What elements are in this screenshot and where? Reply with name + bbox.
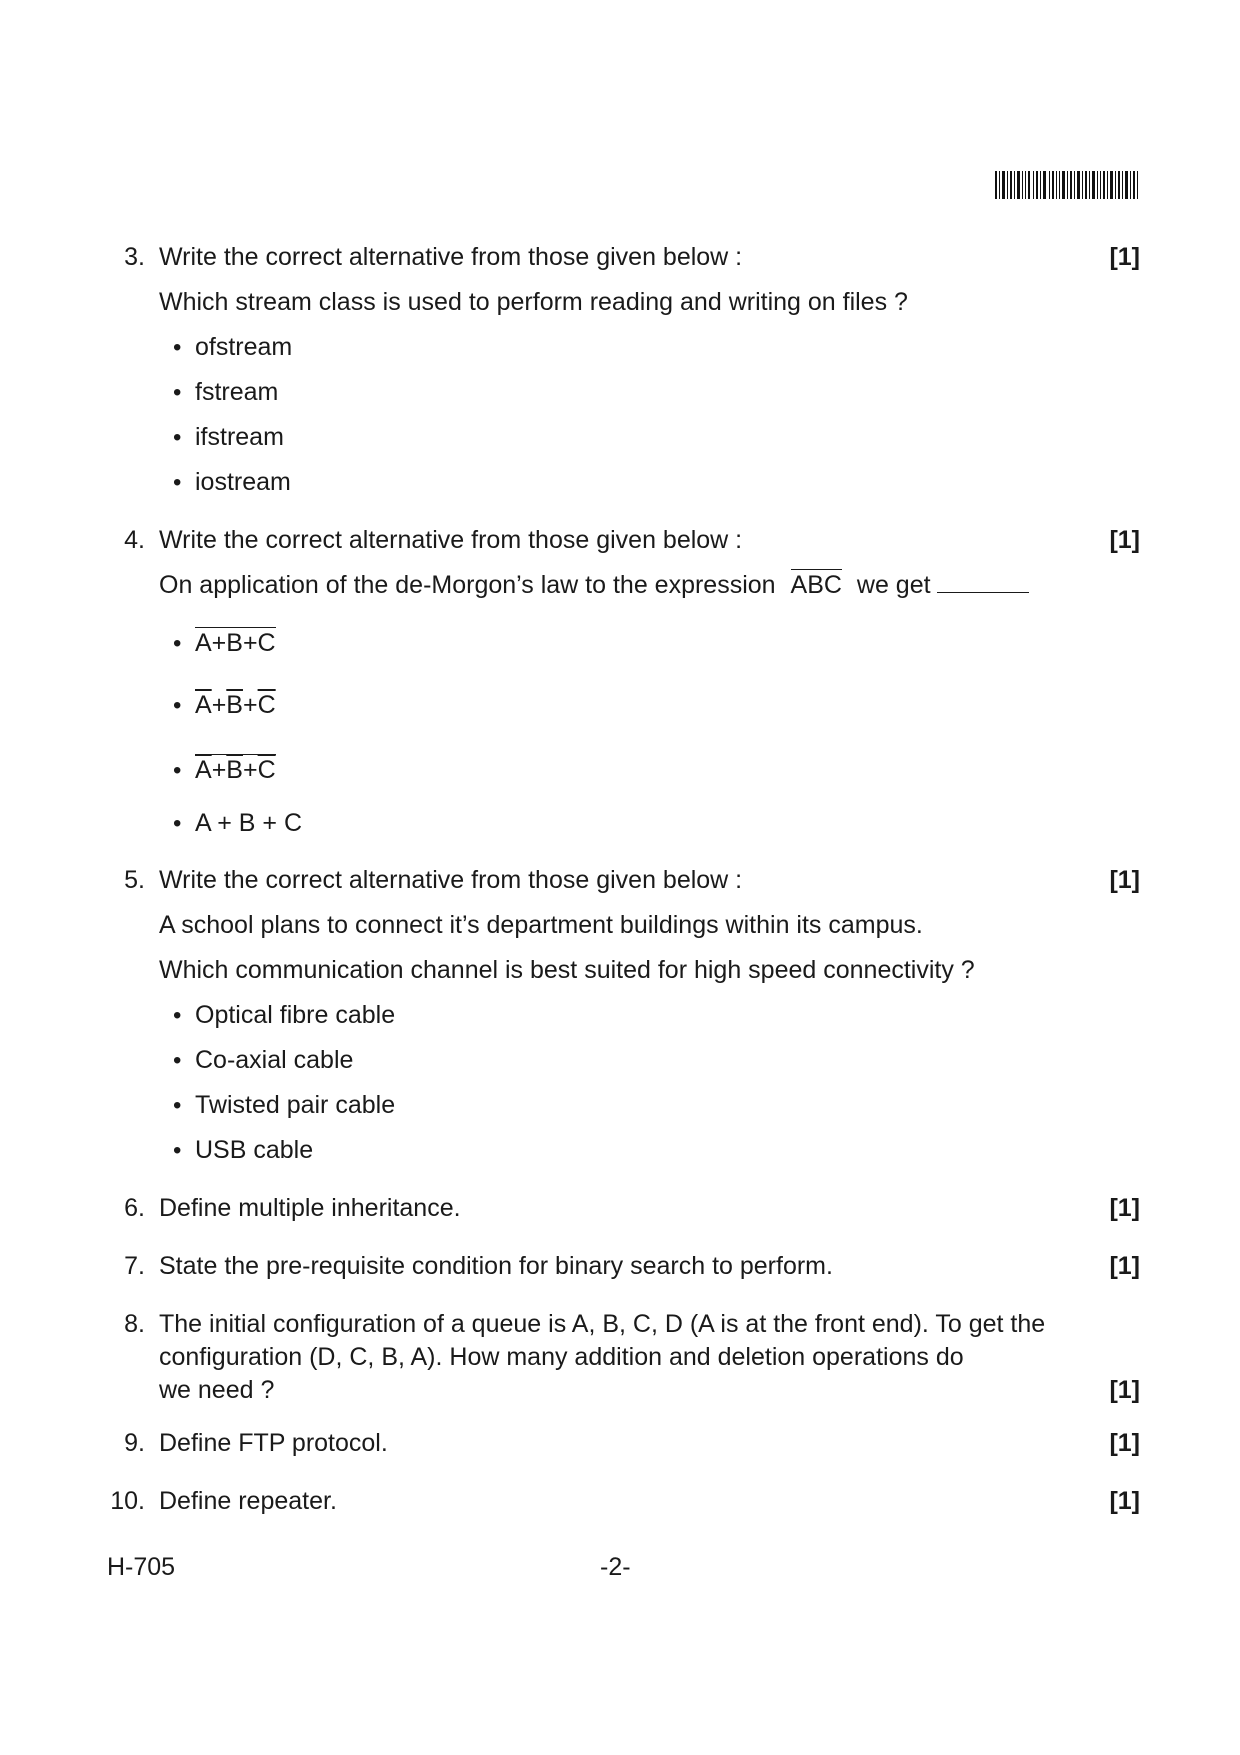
question-number: 4. bbox=[124, 526, 145, 554]
question-4 bbox=[100, 524, 1140, 844]
question-stem: Define FTP protocol. bbox=[159, 1429, 388, 1457]
marks-label: [1] bbox=[1109, 1194, 1140, 1222]
option-item: • ofstream bbox=[173, 333, 293, 361]
paper-code: H-705 bbox=[107, 1553, 176, 1581]
question-5 bbox=[100, 864, 1140, 1174]
question-8 bbox=[100, 1308, 1140, 1408]
question-number: 6. bbox=[124, 1194, 145, 1222]
option-item: • A + B + C bbox=[173, 809, 303, 837]
question-number: 7. bbox=[124, 1252, 145, 1280]
question-number: 5. bbox=[124, 866, 145, 894]
question-3 bbox=[100, 241, 1140, 506]
marks-label: [1] bbox=[1109, 1487, 1140, 1515]
question-7 bbox=[100, 1250, 1140, 1285]
question-number: 9. bbox=[124, 1429, 145, 1457]
option-item: • fstream bbox=[173, 378, 279, 406]
option-item: • Co-axial cable bbox=[173, 1046, 354, 1074]
page-number: -2- bbox=[600, 1553, 631, 1581]
marks-label: [1] bbox=[1109, 243, 1140, 271]
question-10 bbox=[100, 1485, 1140, 1520]
option-item: • USB cable bbox=[173, 1136, 314, 1164]
expression-abc-bar: ABC bbox=[790, 571, 842, 599]
question-9 bbox=[100, 1427, 1140, 1462]
question-number: 8. bbox=[124, 1310, 145, 1338]
question-text: Which communication channel is best suited for high speed connectivity ? bbox=[159, 956, 975, 984]
option-item: • A+B+C bbox=[173, 629, 276, 657]
question-6 bbox=[100, 1192, 1140, 1227]
question-stem: State the pre-requisite condition for binary search to perform. bbox=[159, 1252, 833, 1280]
question-stem: Write the correct alternative from those given below : bbox=[159, 243, 743, 271]
marks-label: [1] bbox=[1109, 1429, 1140, 1457]
option-item: • ifstream bbox=[173, 423, 284, 451]
marks-label: [1] bbox=[1109, 1376, 1140, 1404]
question-text: Which stream class is used to perform reading and writing on files ? bbox=[159, 288, 908, 316]
option-item: • $\overline{A}+\overline{B}+\overline{C}$ bbox=[173, 691, 276, 719]
marks-label: [1] bbox=[1109, 526, 1140, 554]
option-item: • iostream bbox=[173, 468, 291, 496]
question-stem: Write the correct alternative from those given below : bbox=[159, 526, 743, 554]
question-number: 3. bbox=[124, 243, 145, 271]
question-stem: Define multiple inheritance. bbox=[159, 1194, 461, 1222]
answer-blank bbox=[937, 572, 1029, 593]
barcode-icon bbox=[995, 171, 1138, 199]
question-stem: configuration (D, C, B, A). How many addition and deletion operations do bbox=[159, 1343, 964, 1371]
option-item: • $\overline{A}+\overline{B}+\overline{C}$ bbox=[173, 756, 276, 784]
question-stem: we need ? bbox=[159, 1376, 275, 1404]
question-stem: Define repeater. bbox=[159, 1487, 337, 1515]
question-text: On application of the de-Morgon’s law to the expression ABC we get bbox=[159, 569, 1029, 602]
marks-label: [1] bbox=[1109, 866, 1140, 894]
option-item: • Twisted pair cable bbox=[173, 1091, 396, 1119]
question-stem: The initial configuration of a queue is A, B, C, D (A is at the front end). To get the bbox=[159, 1310, 1046, 1338]
question-stem: Write the correct alternative from those given below : bbox=[159, 866, 743, 894]
question-text: A school plans to connect it’s department buildings within its campus. bbox=[159, 911, 923, 939]
question-number: 10. bbox=[110, 1487, 145, 1515]
option-item: • Optical fibre cable bbox=[173, 1001, 396, 1029]
marks-label: [1] bbox=[1109, 1252, 1140, 1280]
